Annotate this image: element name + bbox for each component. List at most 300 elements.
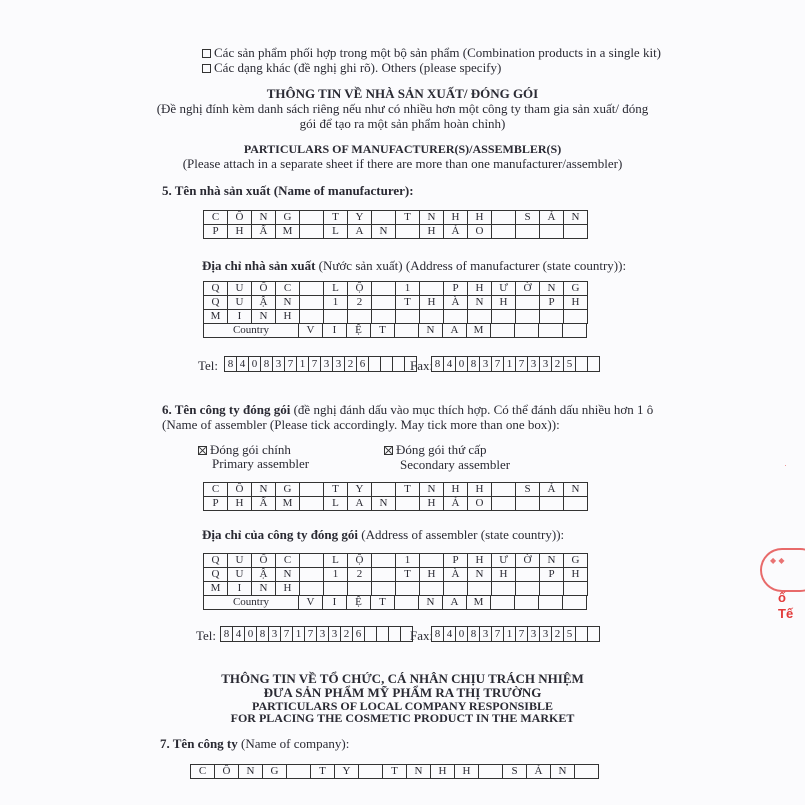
country-label: Country (204, 324, 299, 338)
letter-cell (372, 211, 396, 225)
letter-cell: À (444, 568, 468, 582)
letter-cell (287, 765, 311, 779)
q6-fax: Fax: (410, 628, 434, 643)
letter-cell: À (444, 296, 468, 310)
q6-address-label: Địa chỉ của công ty đóng gói (Address of assembler (state country)): (202, 527, 565, 542)
letter-cell (395, 596, 419, 610)
letter-cell (300, 497, 324, 511)
letter-cell (420, 282, 444, 296)
letter-cell: 2 (348, 568, 372, 582)
digit-cell: 3 (329, 627, 341, 642)
letter-cell: Ố (252, 282, 276, 296)
section-note-en: (Please attach in a separate sheet if there are more than one manufacturer/assembler) (182, 156, 623, 171)
letter-cell: H (455, 765, 479, 779)
digit-cell: 3 (273, 357, 285, 372)
letter-cell: N (252, 211, 276, 225)
letter-cell: A (443, 324, 467, 338)
letter-cell: T (324, 483, 348, 497)
digit-cell: 7 (516, 627, 528, 642)
letter-cell: C (204, 211, 228, 225)
digit-cell: 1 (293, 627, 305, 642)
section-note-vn-1: (Đề nghị đính kèm danh sách riêng nếu như có nhiều hơn một công ty tham gia sản xuất/ đóng (156, 101, 649, 116)
digit-cell: 8 (257, 627, 269, 642)
letter-cell (516, 497, 540, 511)
letter-cell: Q (204, 282, 228, 296)
letter-cell: N (372, 225, 396, 239)
digit-cell: 4 (233, 627, 245, 642)
letter-cell: O (468, 497, 492, 511)
letter-cell (492, 225, 516, 239)
letter-cell (515, 324, 539, 338)
option-others: Các dạng khác (đề nghị ghi rõ). Others (please specify) (202, 60, 501, 76)
responsible-title-en-2: FOR PLACING THE COSMETIC PRODUCT IN THE MARKET (230, 711, 575, 725)
letter-cell: M (467, 596, 491, 610)
letter-cell (324, 310, 348, 324)
digit-cell (393, 357, 405, 372)
letter-cell: P (444, 282, 468, 296)
letter-cell: H (468, 554, 492, 568)
letter-cell: Y (348, 483, 372, 497)
digit-cell: 7 (305, 627, 317, 642)
digit-cell: 3 (528, 357, 540, 372)
digit-cell (389, 627, 401, 642)
letter-cell: U (228, 282, 252, 296)
letter-cell (540, 225, 564, 239)
digit-cell: 7 (309, 357, 321, 372)
letter-cell: H (444, 211, 468, 225)
letter-cell: U (228, 296, 252, 310)
letter-cell: G (263, 765, 287, 779)
letter-cell (300, 282, 324, 296)
digit-cell: 4 (444, 627, 456, 642)
letter-cell (492, 211, 516, 225)
letter-cell: Ả (540, 211, 564, 225)
letter-cell: N (252, 582, 276, 596)
letter-cell (300, 568, 324, 582)
checked-box-icon (384, 446, 393, 455)
q5-address-grid (203, 281, 588, 338)
letter-cell: N (468, 296, 492, 310)
letter-cell: Q (204, 296, 228, 310)
digit-cell (369, 357, 381, 372)
q7-name-grid (190, 764, 599, 779)
letter-cell (372, 554, 396, 568)
letter-cell: T (396, 568, 420, 582)
letter-cell: H (431, 765, 455, 779)
digit-cell: 3 (269, 627, 281, 642)
letter-cell: Ả (527, 765, 551, 779)
digit-cell: 7 (492, 357, 504, 372)
letter-cell: Ố (252, 554, 276, 568)
letter-cell (300, 310, 324, 324)
letter-cell (492, 582, 516, 596)
letter-cell (564, 497, 588, 511)
letter-cell: G (276, 483, 300, 497)
letter-cell: H (492, 568, 516, 582)
letter-cell: H (468, 211, 492, 225)
letter-cell: Ệ (347, 596, 371, 610)
letter-cell: Ả (444, 497, 468, 511)
digit-cell: 2 (341, 627, 353, 642)
digit-cell: 7 (492, 627, 504, 642)
letter-cell: C (191, 765, 215, 779)
letter-cell: I (323, 324, 347, 338)
letter-cell (372, 582, 396, 596)
digit-cell (377, 627, 389, 642)
letter-cell: N (276, 568, 300, 582)
letter-cell: 1 (324, 296, 348, 310)
checkbox-icon (202, 64, 211, 73)
q5-tel: Tel: (198, 358, 219, 373)
letter-cell (444, 582, 468, 596)
digit-cell: 3 (333, 357, 345, 372)
letter-cell (372, 310, 396, 324)
letter-cell: T (396, 211, 420, 225)
secondary-assembler-en: Secondary assembler (400, 457, 511, 472)
letter-cell: G (564, 554, 588, 568)
letter-cell (300, 296, 324, 310)
letter-cell: Ệ (347, 324, 371, 338)
letter-cell: T (371, 324, 395, 338)
letter-cell (300, 554, 324, 568)
letter-cell: L (324, 497, 348, 511)
letter-cell (540, 310, 564, 324)
letter-cell: Q (204, 554, 228, 568)
digit-cell: 8 (468, 627, 480, 642)
letter-cell: Ậ (252, 296, 276, 310)
letter-cell: S (503, 765, 527, 779)
letter-cell: H (420, 497, 444, 511)
letter-cell (563, 596, 587, 610)
q5-name-grid (203, 210, 588, 239)
letter-cell: U (228, 568, 252, 582)
letter-cell: A (348, 225, 372, 239)
letter-cell (396, 310, 420, 324)
digit-cell: 3 (317, 627, 329, 642)
letter-cell: G (564, 282, 588, 296)
letter-cell (492, 483, 516, 497)
letter-cell: S (516, 483, 540, 497)
letter-cell: Ư (492, 554, 516, 568)
letter-cell: T (324, 211, 348, 225)
letter-cell (540, 497, 564, 511)
letter-cell: I (228, 582, 252, 596)
digit-cell: 7 (281, 627, 293, 642)
letter-cell: C (276, 554, 300, 568)
letter-cell (564, 225, 588, 239)
letter-cell: Ờ (516, 282, 540, 296)
letter-cell: Ờ (516, 554, 540, 568)
digit-cell: 2 (345, 357, 357, 372)
letter-cell (372, 483, 396, 497)
digit-cell: 8 (261, 357, 273, 372)
digit-cell (576, 357, 588, 372)
letter-cell: Y (335, 765, 359, 779)
letter-cell: C (276, 282, 300, 296)
letter-cell: Ả (444, 225, 468, 239)
letter-cell: N (252, 310, 276, 324)
letter-cell (516, 296, 540, 310)
letter-cell: 1 (396, 282, 420, 296)
letter-cell (575, 765, 599, 779)
section-note-vn-2: gói để tạo ra một sản phẩm hoàn chỉnh) (299, 116, 506, 131)
digit-cell (576, 627, 588, 642)
letter-cell: I (228, 310, 252, 324)
letter-cell: T (396, 296, 420, 310)
letter-cell: I (323, 596, 347, 610)
letter-cell: Ư (492, 282, 516, 296)
letter-cell: H (420, 296, 444, 310)
letter-cell: H (276, 310, 300, 324)
letter-cell: A (348, 497, 372, 511)
digit-cell: 3 (528, 627, 540, 642)
letter-cell: T (396, 483, 420, 497)
q6-address-grid (203, 553, 588, 610)
letter-cell: T (311, 765, 335, 779)
letter-cell (540, 582, 564, 596)
letter-cell: G (276, 211, 300, 225)
letter-cell: T (371, 596, 395, 610)
letter-cell (300, 483, 324, 497)
letter-cell (516, 568, 540, 582)
letter-cell: N (540, 554, 564, 568)
q6-name-grid (203, 482, 588, 511)
letter-cell: Ộ (348, 282, 372, 296)
letter-cell: Ả (540, 483, 564, 497)
letter-cell (563, 324, 587, 338)
secondary-assembler-option: Đóng gói thứ cấp (384, 442, 486, 458)
letter-cell (420, 310, 444, 324)
letter-cell: Ô (228, 483, 252, 497)
letter-cell (539, 324, 563, 338)
digit-cell: 1 (504, 357, 516, 372)
letter-cell: H (468, 282, 492, 296)
letter-cell: O (468, 225, 492, 239)
letter-cell: L (324, 282, 348, 296)
letter-cell (444, 310, 468, 324)
letter-cell (564, 310, 588, 324)
digit-cell: 8 (432, 357, 444, 372)
letter-cell: Ô (228, 211, 252, 225)
letter-cell: U (228, 554, 252, 568)
letter-cell: P (540, 296, 564, 310)
q5-fax-digits (431, 356, 600, 372)
letter-cell: Ô (215, 765, 239, 779)
letter-cell: H (564, 568, 588, 582)
letter-cell: N (420, 211, 444, 225)
digit-cell: 2 (552, 627, 564, 642)
country-label: Country (204, 596, 299, 610)
q5-tel-digits (224, 356, 417, 372)
stamp-fragment-icon: ◆ ◆ (770, 556, 785, 565)
letter-cell: N (468, 568, 492, 582)
letter-cell: N (252, 483, 276, 497)
letter-cell (359, 765, 383, 779)
q6-label-line2: (Name of assembler (Please tick accordingly. May tick more than one box)): (162, 417, 560, 432)
digit-cell: 3 (480, 357, 492, 372)
digit-cell: 3 (540, 357, 552, 372)
digit-cell: 1 (504, 627, 516, 642)
q5-fax: Fax: (410, 358, 434, 373)
letter-cell (372, 282, 396, 296)
letter-cell (516, 582, 540, 596)
digit-cell (381, 357, 393, 372)
digit-cell: 3 (321, 357, 333, 372)
primary-assembler-en: Primary assembler (212, 456, 310, 471)
letter-cell: H (468, 483, 492, 497)
letter-cell: H (228, 225, 252, 239)
letter-cell: N (564, 483, 588, 497)
letter-cell: H (228, 497, 252, 511)
letter-cell: N (407, 765, 431, 779)
letter-cell (395, 324, 419, 338)
stamp-text-icon: Tế (778, 606, 794, 621)
responsible-title-vn-1: THÔNG TIN VỀ TỔ CHỨC, CÁ NHÂN CHỊU TRÁCH NHIỆM (221, 671, 584, 686)
digit-cell: 8 (221, 627, 233, 642)
letter-cell: M (276, 497, 300, 511)
letter-cell: T (383, 765, 407, 779)
letter-cell (491, 324, 515, 338)
letter-cell: Ộ (348, 554, 372, 568)
letter-cell: P (204, 497, 228, 511)
letter-cell: Ẩ (252, 225, 276, 239)
letter-cell: V (299, 324, 323, 338)
letter-cell (468, 310, 492, 324)
section-title-en: PARTICULARS OF MANUFACTURER(S)/ASSEMBLER(S) (243, 142, 562, 156)
letter-cell: H (564, 296, 588, 310)
digit-cell: 1 (297, 357, 309, 372)
letter-cell: N (419, 324, 443, 338)
digit-cell: 6 (357, 357, 369, 372)
letter-cell: M (276, 225, 300, 239)
digit-cell: 0 (456, 357, 468, 372)
digit-cell: 8 (468, 357, 480, 372)
letter-cell: S (516, 211, 540, 225)
q6-tel-digits (220, 626, 413, 642)
letter-cell: C (204, 483, 228, 497)
section-title-vn: THÔNG TIN VỀ NHÀ SẢN XUẤT/ ĐÓNG GÓI (266, 86, 539, 101)
letter-cell: Ẩ (252, 497, 276, 511)
letter-cell (324, 582, 348, 596)
letter-cell (348, 310, 372, 324)
letter-cell: H (420, 568, 444, 582)
checkbox-icon (202, 49, 211, 58)
stamp-text-icon: ố (778, 590, 786, 605)
digit-cell: 7 (285, 357, 297, 372)
letter-cell (516, 310, 540, 324)
letter-cell: L (324, 225, 348, 239)
letter-cell: 2 (348, 296, 372, 310)
letter-cell: N (551, 765, 575, 779)
letter-cell: P (444, 554, 468, 568)
letter-cell (396, 225, 420, 239)
letter-cell (300, 211, 324, 225)
digit-cell: 6 (353, 627, 365, 642)
stamp-mark-icon: · (784, 460, 787, 470)
letter-cell: L (324, 554, 348, 568)
letter-cell (491, 596, 515, 610)
letter-cell: P (204, 225, 228, 239)
letter-cell: 1 (324, 568, 348, 582)
letter-cell: P (540, 568, 564, 582)
digit-cell (588, 357, 600, 372)
letter-cell (396, 582, 420, 596)
digit-cell: 2 (552, 357, 564, 372)
letter-cell: Q (204, 568, 228, 582)
letter-cell: H (420, 225, 444, 239)
digit-cell: 0 (245, 627, 257, 642)
letter-cell (300, 225, 324, 239)
digit-cell (365, 627, 377, 642)
letter-cell (396, 497, 420, 511)
letter-cell (420, 554, 444, 568)
letter-cell: 1 (396, 554, 420, 568)
letter-cell: M (204, 582, 228, 596)
letter-cell (479, 765, 503, 779)
letter-cell: N (276, 296, 300, 310)
letter-cell (420, 582, 444, 596)
letter-cell (516, 225, 540, 239)
letter-cell: Ậ (252, 568, 276, 582)
digit-cell: 5 (564, 357, 576, 372)
digit-cell: 4 (237, 357, 249, 372)
letter-cell (372, 568, 396, 582)
letter-cell (372, 296, 396, 310)
q5-address-label: Địa chỉ nhà sản xuất (Nước sản xuất) (Address of manufacturer (state country)): (202, 258, 627, 273)
responsible-title-vn-2: ĐƯA SẢN PHẨM MỸ PHẨM RA THỊ TRƯỜNG (263, 685, 542, 700)
digit-cell: 4 (444, 357, 456, 372)
digit-cell: 0 (456, 627, 468, 642)
q6-label: 6. Tên công ty đóng gói (đề nghị đánh dấu vào mục thích hợp. Có thể đánh dấu nhiều hơn 1 ô (162, 402, 654, 417)
letter-cell (468, 582, 492, 596)
letter-cell (515, 596, 539, 610)
option-combination-kit: Các sản phẩm phối hợp trong một bộ sản phẩm (Combination products in a single kit) (202, 45, 661, 61)
q6-tel: Tel: (196, 628, 217, 643)
letter-cell (300, 582, 324, 596)
letter-cell: N (372, 497, 396, 511)
q5-label: 5. Tên nhà sản xuất (Name of manufacturer): (162, 183, 414, 198)
stamp-seal-icon (760, 548, 805, 592)
letter-cell: Y (348, 211, 372, 225)
letter-cell: H (492, 296, 516, 310)
letter-cell: N (419, 596, 443, 610)
digit-cell: 8 (225, 357, 237, 372)
letter-cell: V (299, 596, 323, 610)
letter-cell: N (564, 211, 588, 225)
digit-cell: 7 (516, 357, 528, 372)
letter-cell (492, 497, 516, 511)
digit-cell: 3 (480, 627, 492, 642)
letter-cell (539, 596, 563, 610)
digit-cell: 5 (564, 627, 576, 642)
q6-fax-digits (431, 626, 600, 642)
digit-cell (588, 627, 600, 642)
checked-box-icon (198, 446, 207, 455)
letter-cell: H (276, 582, 300, 596)
letter-cell (564, 582, 588, 596)
letter-cell (492, 310, 516, 324)
digit-cell: 8 (432, 627, 444, 642)
letter-cell: N (239, 765, 263, 779)
letter-cell: M (204, 310, 228, 324)
letter-cell: N (420, 483, 444, 497)
letter-cell: N (540, 282, 564, 296)
letter-cell: H (444, 483, 468, 497)
letter-cell: A (443, 596, 467, 610)
q7-label: 7. Tên công ty (Name of company): (160, 736, 350, 751)
digit-cell: 3 (540, 627, 552, 642)
digit-cell: 0 (249, 357, 261, 372)
